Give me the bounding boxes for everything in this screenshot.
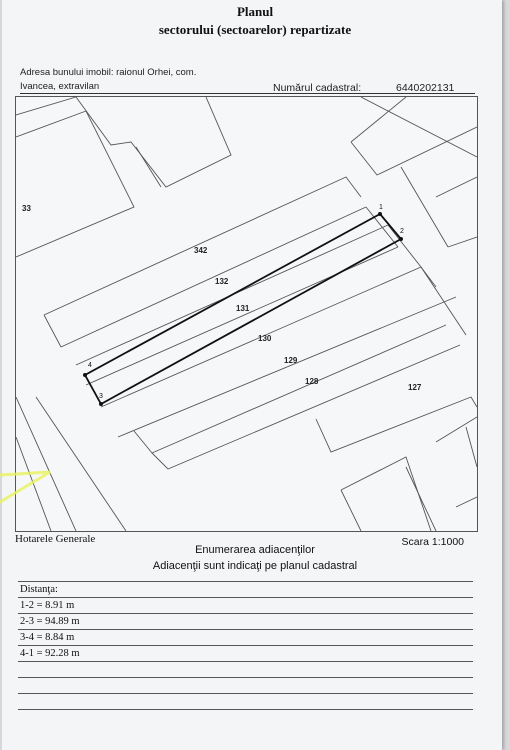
legend-general-boundaries: Hotarele Generale	[15, 533, 96, 545]
map-drawing	[16, 97, 477, 531]
distance-label: Distanţa:	[20, 584, 58, 595]
form-rule	[18, 661, 473, 662]
property-address	[20, 66, 270, 94]
parcel-label-131: 131	[236, 304, 250, 313]
point-label-3: 3	[99, 393, 103, 400]
point-label-2: 2	[400, 228, 404, 235]
form-rule	[18, 613, 473, 614]
form-rule	[18, 677, 473, 678]
cadastral-number-label: Numărul cadastral:	[273, 82, 362, 94]
highlighter-mark	[0, 470, 70, 510]
address-line-2: Ivancea, extravilan	[20, 81, 100, 92]
document-title: Planul	[236, 4, 274, 19]
scale-label: Scara 1:1000	[401, 536, 464, 548]
form-rule	[18, 629, 473, 630]
form-rule	[18, 597, 473, 598]
point-label-1: 1	[379, 204, 383, 211]
parcel-label-130: 130	[258, 334, 272, 343]
parcel-label-127: 127	[408, 383, 422, 392]
parcel-label-129: 129	[284, 356, 298, 365]
address-line-1: Adresa bunului imobil: raionul Orhei, com.	[20, 67, 197, 78]
distance-row-1-2: 1-2 = 8.91 m	[20, 600, 75, 611]
distance-row-3-4: 3-4 = 8.84 m	[20, 632, 75, 643]
parcel-label-33: 33	[22, 204, 31, 213]
form-rule	[18, 693, 473, 694]
distance-row-2-3: 2-3 = 94.89 m	[20, 616, 80, 627]
form-rule	[18, 645, 473, 646]
parcel-label-342: 342	[194, 246, 208, 255]
adjacent-enumeration-title: Enumerarea adiacenţilor	[195, 544, 315, 556]
form-rule	[18, 581, 473, 582]
parcel-label-132: 132	[215, 277, 229, 286]
cadastral-number-value: 6440202131	[396, 82, 455, 94]
form-rule	[18, 709, 473, 710]
document-subtitle: sectorului (sectoarelor) repartizate	[158, 22, 352, 37]
cadastral-map	[15, 96, 478, 532]
distance-row-4-1: 4-1 = 92.28 m	[20, 648, 80, 659]
point-label-4: 4	[88, 362, 92, 369]
parcel-label-128: 128	[305, 377, 319, 386]
adjacent-note: Adiacenţii sunt indicaţi pe planul cadastral	[152, 560, 358, 572]
